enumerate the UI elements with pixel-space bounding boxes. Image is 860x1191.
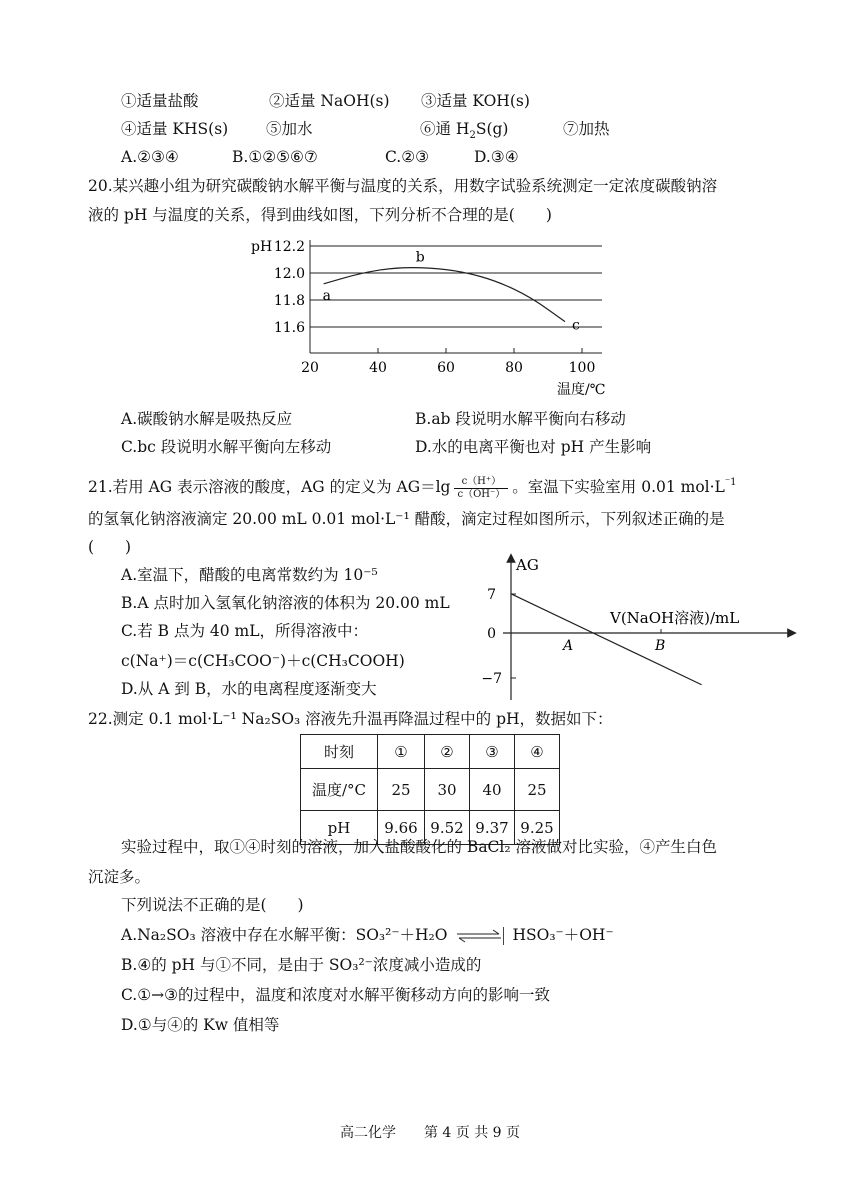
ag-tick-7: 7 xyxy=(487,587,496,603)
table-cell: ① xyxy=(378,735,425,769)
table-cell: 温度/°C xyxy=(301,769,378,811)
ag-x-label: V(NaOH溶液)/mL xyxy=(610,609,740,627)
x-tick-label: 80 xyxy=(505,360,523,376)
x-tick-label: 20 xyxy=(301,360,319,376)
q20-choice-a: A.碳酸钠水解是吸热反应 xyxy=(121,410,293,428)
q20-choice-c: C.bc 段说明水解平衡向左移动 xyxy=(121,438,332,456)
x-axis-label: 温度/℃ xyxy=(557,382,606,398)
q22-experiment-line2: 沉淀多。 xyxy=(88,868,151,886)
table-cell: 时刻 xyxy=(301,735,378,769)
q19-option-4: ④适量 KHS(s) xyxy=(121,120,229,138)
x-tick-label: 60 xyxy=(437,360,455,376)
q21-choice-c-formula: c(Na⁺)＝c(CH₃COO⁻)＋c(CH₃COOH) xyxy=(121,652,405,670)
q21-choice-c: C.若 B 点为 40 mL，所得溶液中： xyxy=(121,622,369,640)
table-cell: 40 xyxy=(470,769,515,811)
point-label-a: a xyxy=(322,287,331,304)
table-row xyxy=(301,769,560,811)
q21-choice-d: D.从 A 到 B，水的电离程度逐渐变大 xyxy=(121,680,377,698)
q22-data-table xyxy=(300,734,560,845)
page-footer: 高二化学 第 4 页 共 9 页 xyxy=(339,1125,521,1141)
ph-temperature-chart xyxy=(245,232,625,402)
q22-choice-d: D.①与④的 Kw 值相等 xyxy=(121,1016,280,1034)
q20-stem-line1: 20.某兴趣小组为研究碳酸钠水解平衡与温度的关系，用数字试验系统测定一定浓度碳酸钠溶 xyxy=(88,177,718,195)
q19-choice-a: A.②③④ xyxy=(121,148,179,166)
q19-option-1: ①适量盐酸 xyxy=(121,92,199,110)
y-axis-label: pH xyxy=(251,239,273,255)
q19-option-6: ⑥通 $H_2S(g)$ xyxy=(420,120,509,142)
ag-titration-graph xyxy=(470,552,800,704)
q19-option-5: ⑤加水 xyxy=(266,120,313,138)
table-cell: 9.52 xyxy=(425,811,470,845)
table-cell: 9.37 xyxy=(470,811,515,845)
ag-y-label: AG xyxy=(516,556,539,574)
table-cell: 25 xyxy=(515,769,560,811)
q22-choice-b: B.④的 pH 与①不同，是由于 SO₃²⁻浓度减小造成的 xyxy=(121,956,482,974)
q19-choice-d: D.③④ xyxy=(474,148,519,166)
table-cell: ④ xyxy=(515,735,560,769)
ag-fraction: $\frac{c(H^+)}{c(OH^-)}$ xyxy=(454,476,508,501)
table-cell: ③ xyxy=(470,735,515,769)
x-tick-label: 40 xyxy=(369,360,387,376)
point-label-b: b xyxy=(415,249,425,266)
q19-choice-c: C.②③ xyxy=(385,148,430,166)
q21-choice-b: B.A 点时加入氢氧化钠溶液的体积为 20.00 mL xyxy=(121,594,450,612)
q20-choice-d: D.水的电离平衡也对 pH 产生影响 xyxy=(415,438,652,456)
q22-experiment-line1: 实验过程中，取①④时刻的溶液，加入盐酸酸化的 BaCl₂ 溶液做对比实验，④产生白色 xyxy=(121,838,718,856)
ph-curve xyxy=(324,268,565,322)
y-tick-label: 12.2 xyxy=(273,239,305,255)
q22-ask: 下列说法不正确的是( ) xyxy=(121,896,304,914)
q21-stem-line2: 的氢氧化钠溶液滴定 20.00 mL 0.01 mol·L⁻¹ 醋酸，滴定过程如图所示，下列叙述正确的是 xyxy=(88,510,725,528)
table-cell: ② xyxy=(425,735,470,769)
table-cell: pH xyxy=(301,811,378,845)
equilibrium-arrow-icon xyxy=(455,927,504,945)
q21-choice-a: A.室温下，醋酸的电离常数约为 10⁻⁵ xyxy=(121,566,378,584)
table-cell: 25 xyxy=(378,769,425,811)
q20-choice-b: B.ab 段说明水解平衡向右移动 xyxy=(415,410,626,428)
q20-stem-line2: 液的 pH 与温度的关系，得到曲线如图，下列分析不合理的是( ) xyxy=(88,206,552,224)
x-tick-label: 100 xyxy=(568,360,596,376)
y-tick-label: 11.8 xyxy=(273,293,305,309)
point-label-c: c xyxy=(572,317,580,334)
q21-stem-line1: 21.若用 AG 表示溶液的酸度，AG 的定义为 AG＝lg $\frac{c(H^+)}{c(OH^-)}$ 。室温下实验室用 0.01 $mol\cdot L^{^-1}$ xyxy=(88,475,737,500)
ag-point-a: A xyxy=(563,638,574,654)
q22-choice-a: A.Na₂SO₃ 溶液中存在水解平衡：SO₃²⁻＋H₂O HSO₃⁻＋OH⁻ xyxy=(121,926,614,944)
y-tick-label: 11.6 xyxy=(273,320,305,336)
q22-stem: 22.测定 0.1 mol·L⁻¹ Na₂SO₃ 溶液先升温再降温过程中的 pH，数据如下： xyxy=(88,710,613,728)
y-tick-label: 12.0 xyxy=(273,266,305,282)
ag-tick-0: 0 xyxy=(487,626,496,642)
ag-tick-minus7: −7 xyxy=(481,671,502,687)
q22-choice-c: C.①→③的过程中，温度和浓度对水解平衡移动方向的影响一致 xyxy=(121,986,551,1004)
table-row xyxy=(301,735,560,769)
q19-option-7: ⑦加热 xyxy=(563,120,610,138)
q19-option-3: ③适量 KOH(s) xyxy=(421,92,530,110)
table-cell: 9.25 xyxy=(515,811,560,845)
q21-stem-line3: ( ) xyxy=(88,538,132,556)
q19-option-2: ②适量 NaOH(s) xyxy=(269,92,390,110)
table-cell: 9.66 xyxy=(378,811,425,845)
q19-choice-b: B.①②⑤⑥⑦ xyxy=(232,148,318,166)
ag-point-b: B xyxy=(655,638,666,654)
table-cell: 30 xyxy=(425,769,470,811)
ag-curve xyxy=(511,594,702,685)
